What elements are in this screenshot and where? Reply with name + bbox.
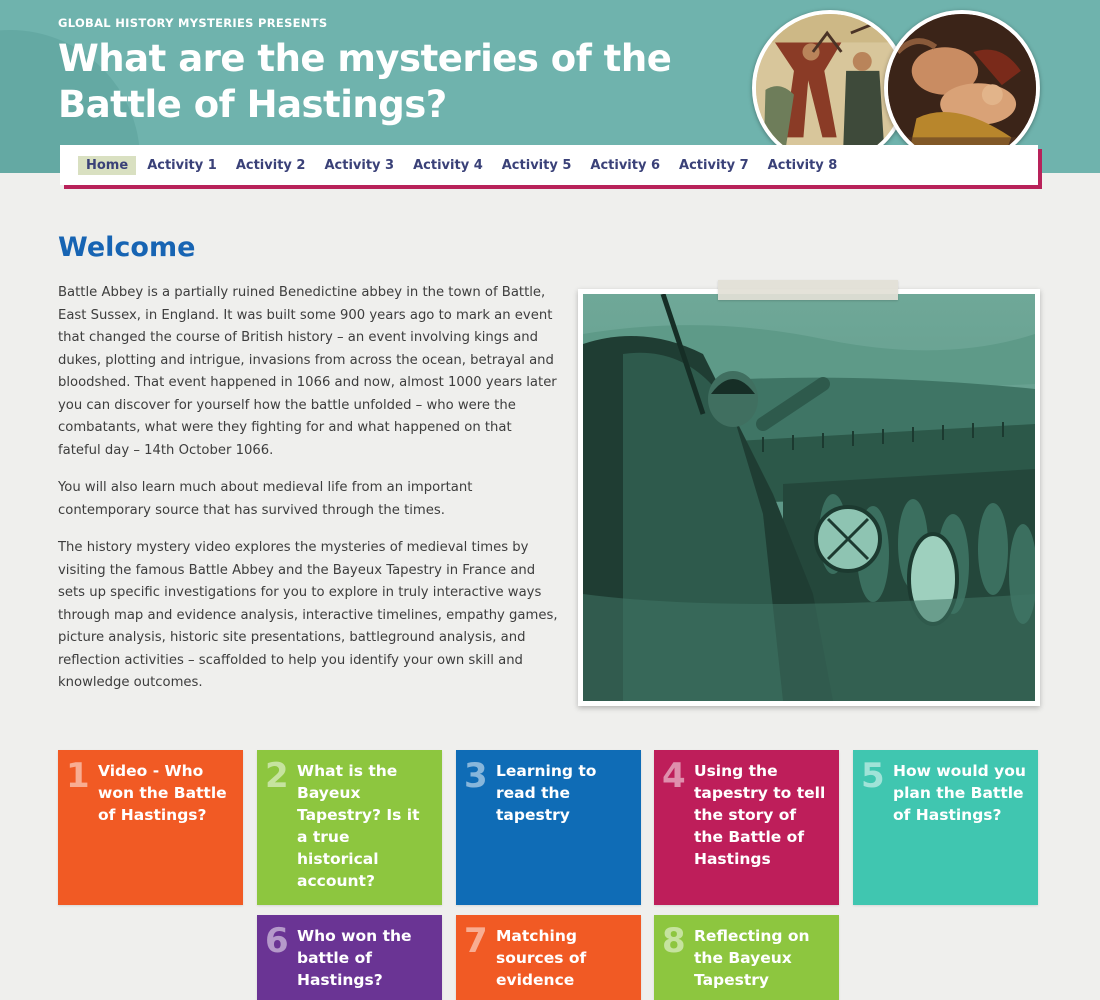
activity-number: 3 [464,756,488,796]
nav-activity-4[interactable]: Activity 4 [413,157,483,173]
nav-activity-7[interactable]: Activity 7 [679,157,749,173]
activity-number: 1 [66,756,90,796]
main-navigation [60,145,1038,185]
activity-tile-1[interactable] [58,750,243,905]
nav-home[interactable]: Home [78,156,136,175]
activity-label: How would you plan the Battle of Hastings? [893,762,1026,824]
intro-paragraph: The history mystery video explores the mysteries of medieval times by visiting the famous Battle Abbey and the Bayeux Tapestry in France and sets up specific investigations for you to explore in truly interactive ways through map and evidence analysis, interactive timelines, empathy games, picture analysis, historic site presentations, battleground analysis, and reflection activities – scaffolded to help you identify your own skill and knowledge outcomes. [58,540,558,690]
activity-number: 8 [662,921,686,961]
activity-tile-8[interactable] [654,915,839,1000]
activity-label: What is the Bayeux Tapestry? Is it a true historical account? [297,762,420,890]
header-presents: GLOBAL HISTORY MYSTERIES PRESENTS [58,16,328,30]
intro-paragraph: You will also learn much about medieval life from an important contemporary source that has survived through the times. [58,480,473,518]
nav-activity-5[interactable]: Activity 5 [501,157,572,173]
activity-tile-6[interactable] [257,915,442,1000]
intro-text [58,282,558,710]
intro-paragraph: Battle Abbey is a partially ruined Benedictine abbey in the town of Battle, East Sussex, in England. It was built some 900 years ago to mark an event that changed the course of British history – an event involving kings and dukes, plotting and intrigue, invasions from across the ocean, betrayal and bloodshed. That event happened in 1066 and now, almost 1000 years later you can discover for yourself how the battle unfolded – who were the combatants, what were they fighting for and what happened on that fateful day – 14th October 1066. [58,285,557,458]
nav-activity-6[interactable]: Activity 6 [590,157,661,173]
activity-label: Matching sources of evidence [496,927,587,989]
activity-label: Video - Who won the Battle of Hastings? [98,762,227,824]
activity-tile-3[interactable] [456,750,641,905]
activity-tile-4[interactable] [654,750,839,905]
page-title: What are the mysteries of the Battle of Hastings? [58,37,672,126]
activity-tile-5[interactable] [853,750,1038,905]
activity-tile-7[interactable] [456,915,641,1000]
nav-activity-1[interactable]: Activity 1 [147,157,217,173]
activity-number: 5 [861,756,885,796]
activity-label: Reflecting on the Bayeux Tapestry [694,927,810,989]
activity-number: 4 [662,756,686,796]
activity-number: 6 [265,921,289,961]
nav-activity-3[interactable]: Activity 3 [324,157,395,173]
activity-number: 7 [464,921,488,961]
welcome-heading: Welcome [58,232,196,263]
battle-illustration-frame [578,289,1040,706]
activity-label: Learning to read the tapestry [496,762,597,824]
activity-label: Who won the battle of Hastings? [297,927,412,989]
battle-illustration-image [583,294,1035,701]
activity-tile-2[interactable] [257,750,442,905]
activity-label: Using the tapestry to tell the story of the Battle of Hastings [694,762,826,868]
painting-medallion-image [884,10,1040,166]
nav-activity-2[interactable]: Activity 2 [235,157,306,173]
nav-activity-8[interactable]: Activity 8 [767,157,838,173]
activity-number: 2 [265,756,289,796]
photo-tape [718,280,898,300]
